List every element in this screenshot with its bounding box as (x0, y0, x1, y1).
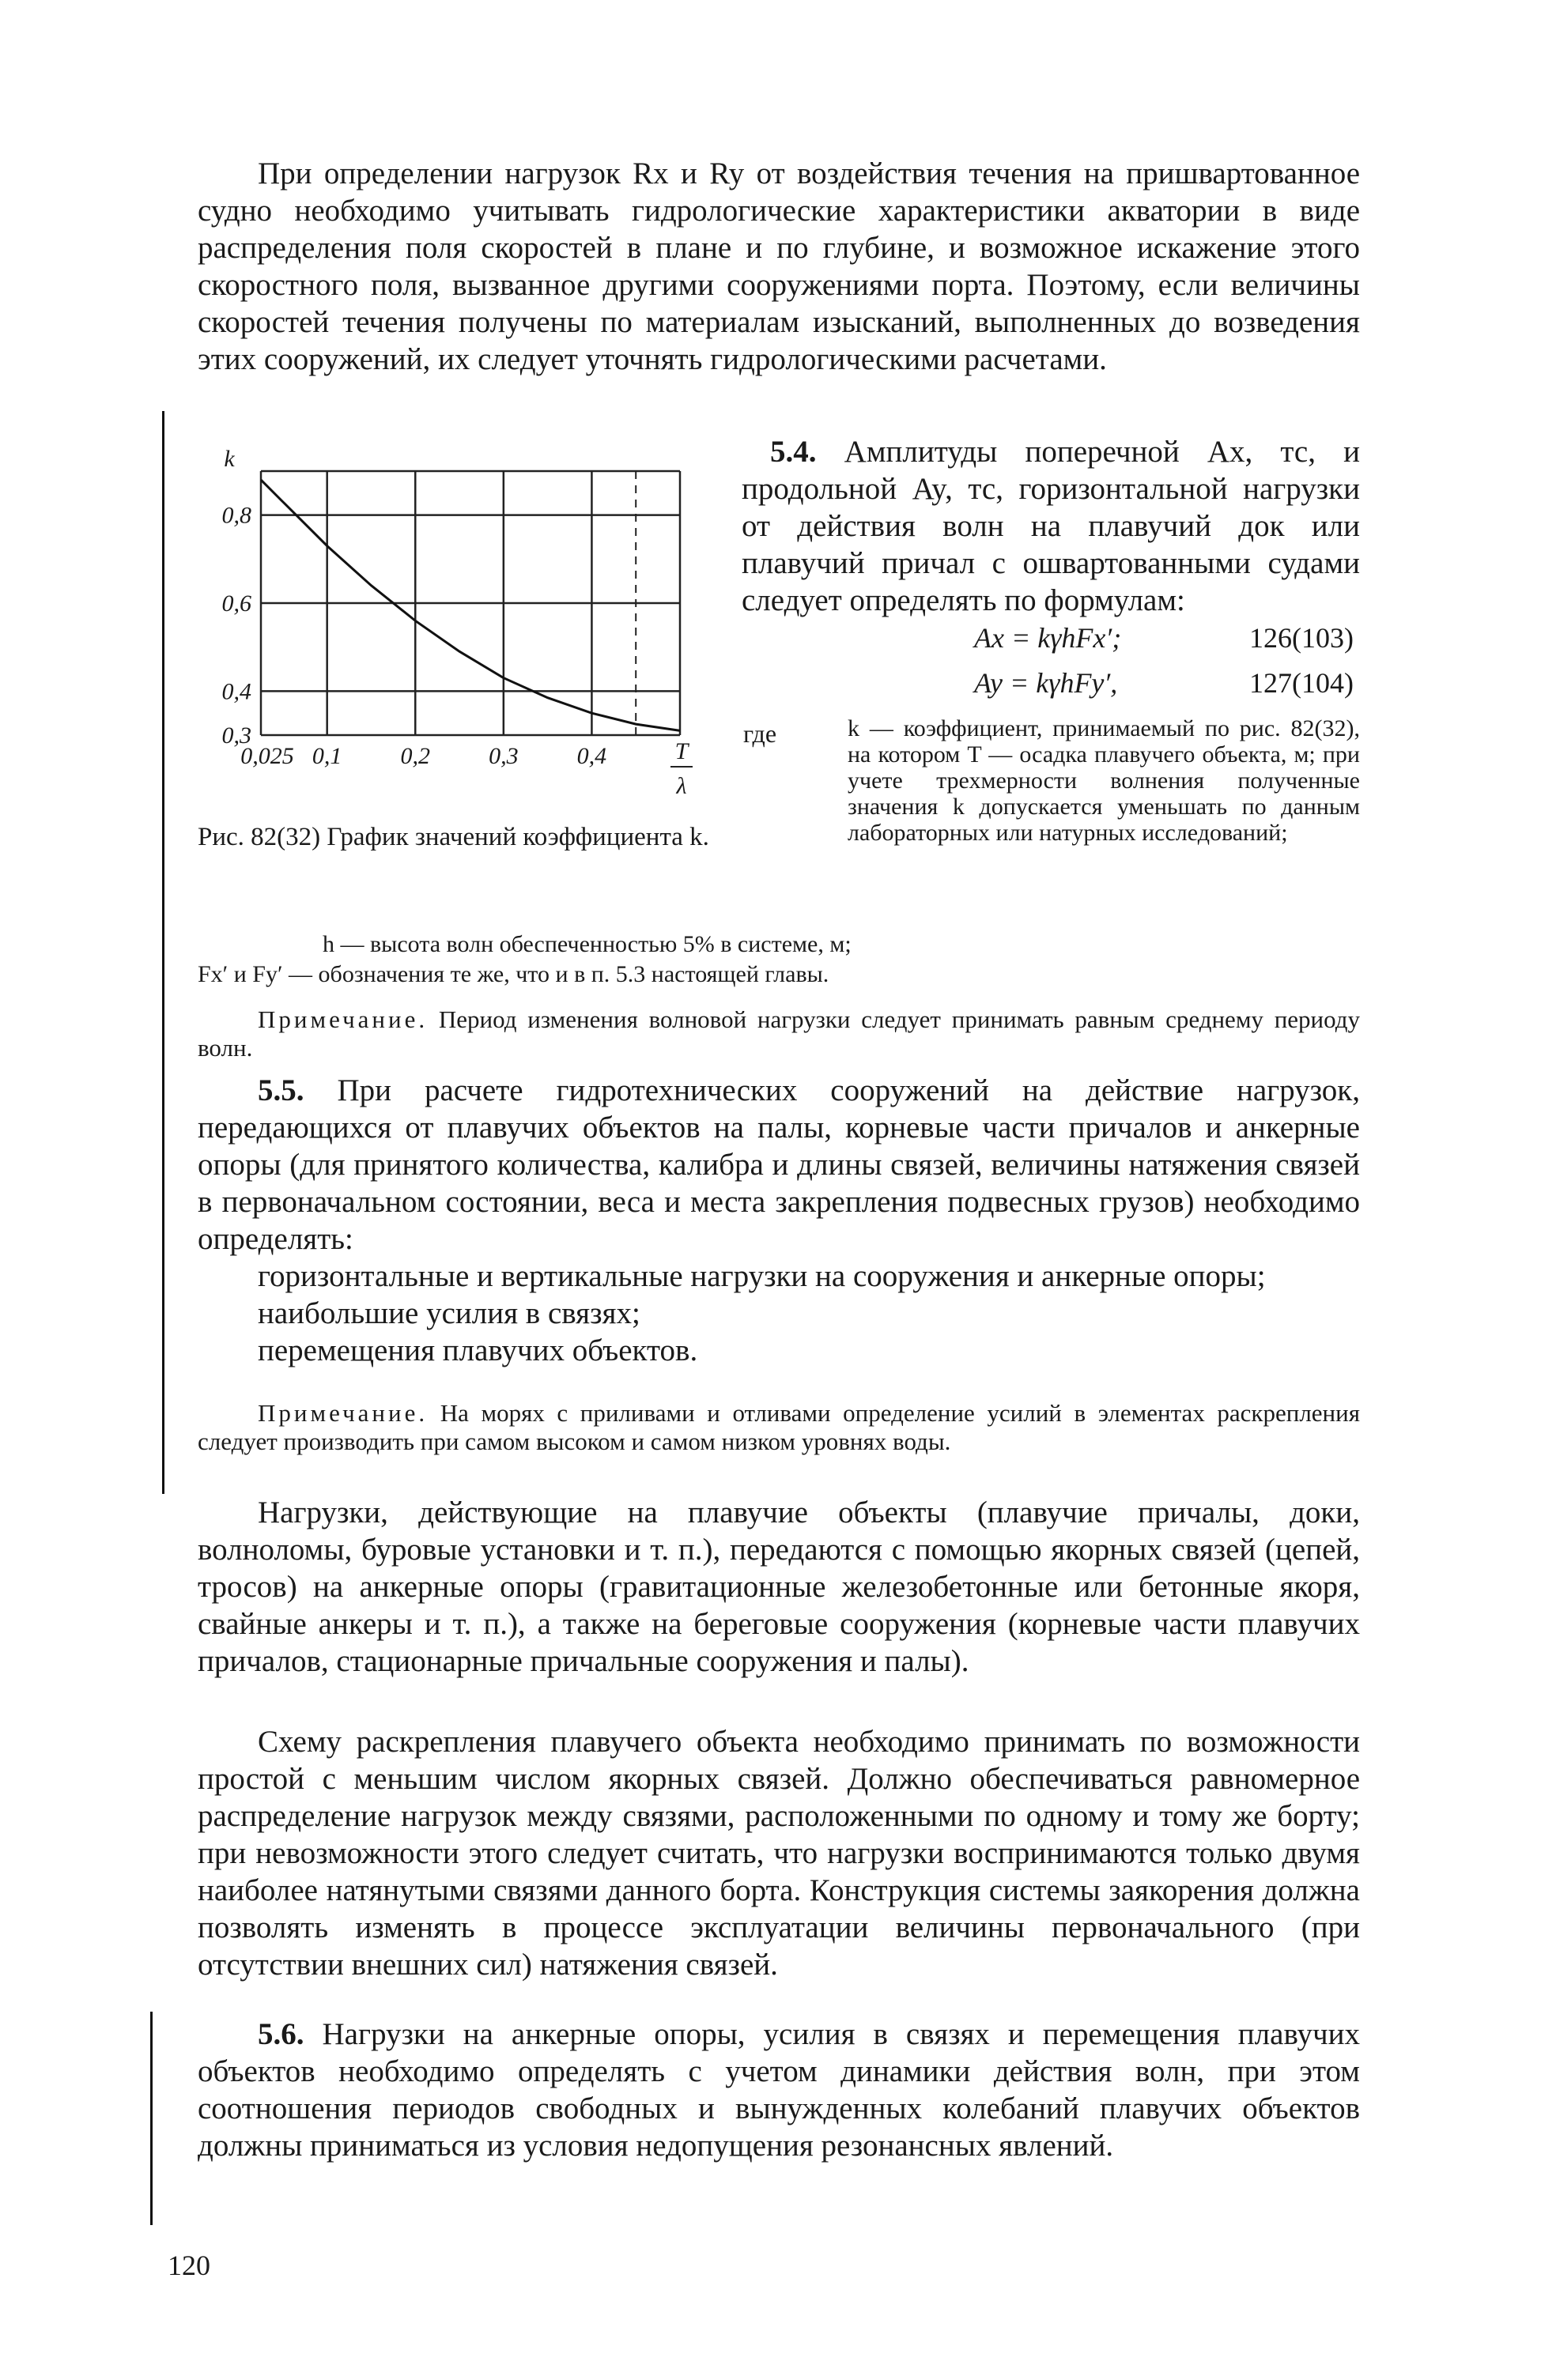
loads-paragraph (198, 1494, 1360, 1680)
scheme-text: Схему раскрепления плавучего объекта необходимо принимать по возможности простой с меньшим числом якорных связей. Должно обеспечиваться равномерное распределение нагрузок между связями, расположенными по одному и тому же борту; при невозможности этого следует считать, что нагрузки воспринимаются только двумя наиболее натянутыми связями данного борта. Конструкция системы заякорения должна позволять изменять в процессе эксплуатации величины первоначального (при отсутствии внешних сил) натяжения связей. (198, 1725, 1360, 1982)
definition-k-text: k — коэффициент, принимаемый по рис. 82(32), на котором T — осадка плавучего объекта, м; при учете трехмерности волнения полученные значения k допускается уменьшать по данным лабораторных или натурных исследований; (848, 715, 1360, 846)
chart-svg (182, 443, 735, 822)
note-1-text: Период изменения волновой нагрузки следует принимать равным среднему периоду волн. (198, 1005, 1361, 1062)
margin-change-bar-2 (150, 2012, 153, 2225)
x-axis-label-denominator: λ (676, 773, 687, 799)
note-2-text: На морях с приливами и отливами определение усилий в элементах раскрепления следует производить при самом высоком и самом низком уровнях воды. (198, 1399, 1360, 1455)
y-axis-label: k (224, 446, 235, 472)
coefficient-chart (182, 443, 735, 822)
section-5-6-number: 5.6. (258, 2017, 304, 2051)
figure-caption: Рис. 82(32) График значений коэффициента k. (198, 823, 709, 851)
x-tick-label: 0,2 (400, 743, 431, 769)
formula-127-number: 127(104) (1249, 667, 1354, 699)
definition-k (848, 715, 1360, 846)
x-tick-label: 0,025 (240, 743, 294, 769)
x-tick-label: 0,4 (576, 743, 607, 769)
formula-127: Ay = kγhFy′, (974, 667, 1118, 699)
series-line (261, 480, 680, 730)
y-tick-label: 0,8 (221, 502, 251, 529)
x-axis-label-numerator: T (674, 738, 689, 764)
section-5-5-item-1: горизонтальные и вертикальные нагрузки на сооружения и анкерные опоры; (258, 1259, 1266, 1293)
intro-paragraph (198, 155, 1360, 378)
section-5-5-item-2: наибольшие усилия в связях; (258, 1296, 640, 1330)
note-2 (198, 1399, 1360, 1456)
x-tick-label: 0,1 (312, 743, 342, 769)
section-5-5 (198, 1072, 1360, 1369)
section-5-5-number: 5.5. (258, 1073, 304, 1107)
margin-change-bar (162, 411, 164, 1494)
section-5-5-body: При расчете гидротехнических сооружений на действие нагрузок, передающихся от плавучих объектов на палы, корневые части причалов и анкерные опоры (для принятого количества, калибра и длины связей, величины натяжения связей в первоначальном состоянии, веса и места закрепления подвесных грузов) необходимо определять: (198, 1073, 1360, 1256)
section-5-6 (198, 2016, 1360, 2164)
note-1 (198, 1005, 1360, 1062)
page-number: 120 (168, 2250, 210, 2281)
section-5-4 (742, 433, 1360, 619)
y-tick-label: 0,6 (221, 590, 251, 617)
intro-text: При определении нагрузок Rx и Ry от воздействия течения на пришвартованное судно необходимо учитывать гидрологические характеристики акватории в виде распределения поля скоростей в плане и по глубине, и возможное искажение этого скоростного поля, вызванное другими сооружениями порта. Поэтому, если величины скоростей течения получены по материалам изысканий, выполненных до возведения этих сооружений, их следует уточнять гидрологическими расчетами. (198, 157, 1360, 376)
note-1-label: Примечание. (258, 1005, 429, 1033)
y-tick-label: 0,3 (221, 722, 251, 749)
note-2-label: Примечание. (258, 1399, 429, 1427)
section-5-5-item-3: перемещения плавучих объектов. (258, 1333, 698, 1367)
section-5-6-body: Нагрузки на анкерные опоры, усилия в связях и перемещения плавучих объектов необходимо определять с учетом динамики действия волн, при этом соотношения периодов свободных и вынужденных колебаний плавучих объектов должны приниматься из условия недопущения резонансных явлений. (198, 2017, 1361, 2163)
formula-126: Ax = kγhFx′; (974, 622, 1122, 654)
formula-126-number: 126(103) (1249, 622, 1354, 654)
x-tick-label: 0,3 (489, 743, 519, 769)
definition-h: h — высота волн обеспеченностью 5% в системе, м; (323, 931, 852, 957)
section-5-4-text (742, 433, 1360, 619)
section-5-4-number: 5.4. (770, 435, 817, 469)
loads-text: Нагрузки, действующие на плавучие объекты (плавучие причалы, доки, волноломы, буровые установки и т. п.), передаются с помощью якорных связей (цепей, тросов) на анкерные опоры (гравитационные железобетонные или бетонные якоря, свайные анкеры и т. п.), а также на береговые сооружения (корневые части плавучих причалов, стационарные причальные сооружения и палы). (198, 1496, 1360, 1678)
where-label: где (743, 719, 777, 748)
section-5-4-body: Амплитуды поперечной Ax, тс, и продольной Ay, тс, горизонтальной нагрузки от действия волн на плавучий док или плавучий причал с ошвартованными судами следует определять по формулам: (742, 435, 1361, 617)
scheme-paragraph (198, 1723, 1360, 1983)
definition-f: Fx′ и Fy′ — обозначения те же, что и в п. 5.3 настоящей главы. (198, 961, 829, 987)
y-tick-label: 0,4 (221, 678, 251, 705)
